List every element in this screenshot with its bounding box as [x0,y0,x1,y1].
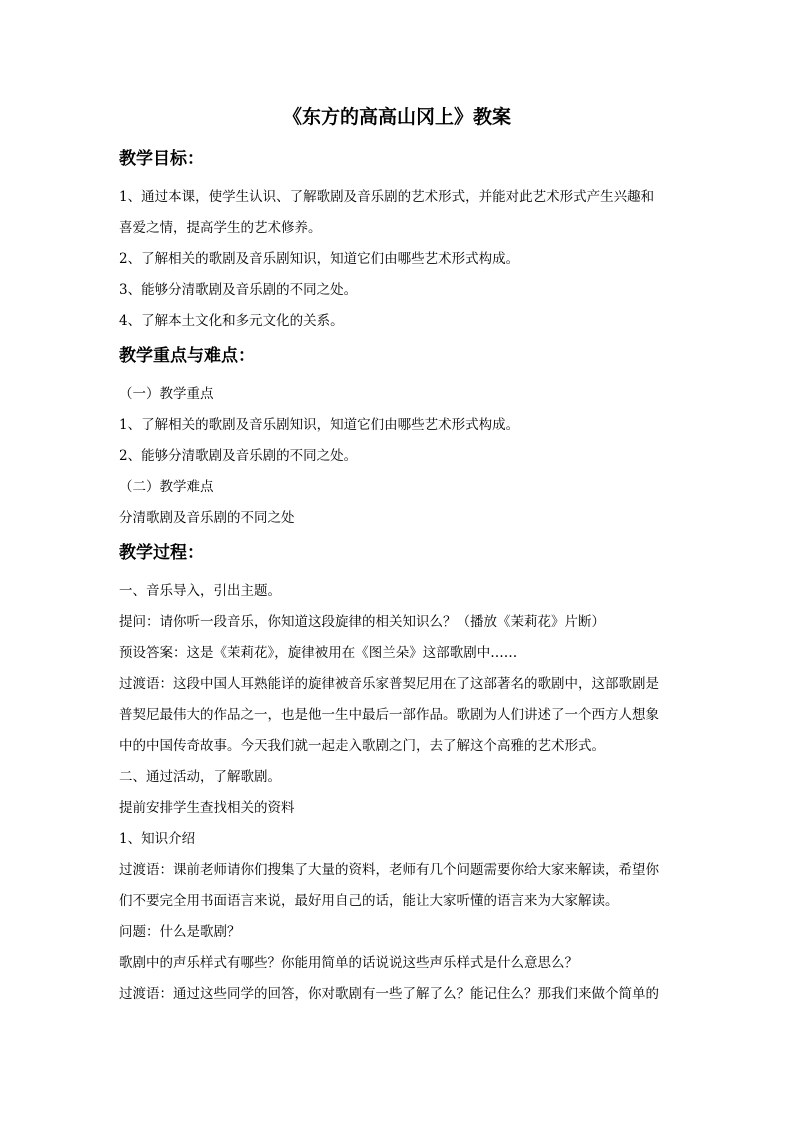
paragraph-line: 1、通过本课，使学生认识、了解歌剧及音乐剧的艺术形式，并能对此艺术形式产生兴趣和 [119,189,655,205]
paragraph-line: 4、了解本土文化和多元文化的关系。 [119,313,344,329]
paragraph-line: 中的中国传奇故事。今天我们就一起走入歌剧之门，去了解这个高雅的艺术形式。 [119,738,605,754]
paragraph-line: 2、了解相关的歌剧及音乐剧知识，知道它们由哪些艺术形式构成。 [119,251,520,267]
paragraph-line: 3、能够分清歌剧及音乐剧的不同之处。 [119,282,358,298]
paragraph-line: 二、通过活动，了解歌剧。 [119,769,281,785]
paragraph-line: 预设答案：这是《茉莉花》，旋律被用在《图兰朵》这部歌剧中…… [119,645,518,661]
paragraph-line: 过渡语：这段中国人耳熟能详的旋律被音乐家普契尼用在了这部著名的歌剧中，这部歌剧是 [119,676,659,692]
paragraph-line: 喜爱之情，提高学生的艺术修养。 [119,220,322,236]
paragraph-line: 1、了解相关的歌剧及音乐剧知识，知道它们由哪些艺术形式构成。 [119,417,520,433]
paragraph-line: 分清歌剧及音乐剧的不同之处 [119,510,295,526]
paragraph-line: 2、能够分清歌剧及音乐剧的不同之处。 [119,448,358,464]
paragraph-line: （二）教学难点 [119,479,214,495]
document-title: 《东方的高高山冈上》教案 [282,106,511,128]
paragraph-line: 歌剧中的声乐样式有哪些？你能用简单的话说说这些声乐样式是什么意思么？ [119,955,578,971]
paragraph-line: 过渡语：课前老师请你们搜集了大量的资料，老师有几个问题需要你给大家来解读，希望你 [119,862,659,878]
section-heading-key-points: 教学重点与难点： [119,346,255,366]
paragraph-line: 一、音乐导入，引出主题。 [119,583,281,599]
paragraph-line: 过渡语：通过这些同学的回答，你对歌剧有一些了解了么？能记住么？那我们来做个简单的 [119,986,659,1002]
document-body [119,144,679,1010]
section-heading-process: 教学过程： [119,543,204,563]
paragraph-line: 提前安排学生查找相关的资料 [119,800,295,816]
paragraph-line: 们不要完全用书面语言来说，最好用自己的话，能让大家听懂的语言来为大家解读。 [119,893,619,909]
paragraph-line: （一）教学重点 [119,386,214,402]
paragraph-line: 提问：请你听一段音乐，你知道这段旋律的相关知识么？（播放《茉莉花》片断） [119,614,605,630]
paragraph-line: 问题：什么是歌剧？ [119,924,241,940]
paragraph-line: 1、知识介绍 [119,831,196,847]
paragraph-line: 普契尼最伟大的作品之一，也是他一生中最后一部作品。歌剧为人们讲述了一个西方人想象 [119,707,659,723]
section-heading-objectives: 教学目标： [119,149,204,169]
